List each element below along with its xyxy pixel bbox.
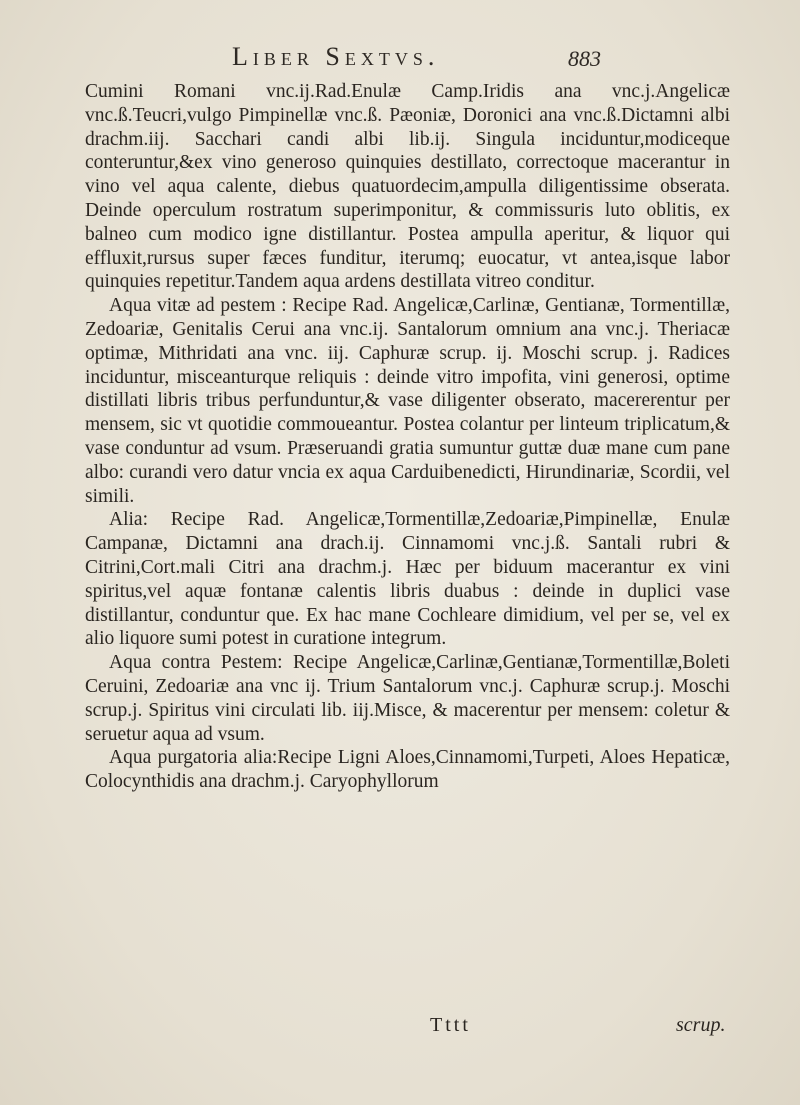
body-text: [85, 80, 730, 794]
running-head: [0, 42, 800, 78]
catchword: scrup.: [676, 1014, 726, 1036]
page-number: 883: [568, 46, 601, 71]
page-footer: [0, 1014, 800, 1040]
paragraph-aqua-vitae-ad-pestem: Aqua vitæ ad pestem : Recipe Rad. Angelicæ,Carlinæ, Gentianæ, Tormentillæ, Zedoariæ, Genitalis Cerui ana vnc.ij. Santalorum omnium ana vnc.j. Theriacæ optimæ, Mithridati ana vnc. iij. Caphuræ scrup. ij. Moschi scrup. j. Radices inciduntur, misceanturque reliquis : deinde vitro impofita, vini generosi, optime distillati libris tribus perfunduntur,& vase diligenter obserato, macererentur per mensem, sic vt quotidie commoueantur. Postea colantur per linteum triplicatum,& vase conduntur ad vsum. Præseruandi gratia sumuntur guttæ duæ mane cum pane albo: curandi vero datur vncia ex aqua Carduibenedicti, Hirundinariæ, Scordii, vel simili.: [85, 295, 730, 507]
paragraph-aqua-purgatoria: Aqua purgatoria alia:Recipe Ligni Aloes,Cinnamomi,Turpeti, Aloes Hepaticæ, Colocynthidis ana drachm.j. Caryophyllorum: [85, 747, 730, 793]
running-head-title: Liber Sextvs.: [232, 42, 440, 71]
paragraph-cumini: Cumini Romani vnc.ij.Rad.Enulæ Camp.Iridis ana vnc.j.Angelicæ vnc.ß.Teucri,vulgo Pimpinellæ vnc.ß. Pæoniæ, Doronici ana vnc.ß.Dictamni albi drachm.iij. Sacchari candi albi lib.ij. Singula inciduntur,modiceque conteruntur,&ex vino generoso quinquies destillato, correctoque macerantur in vino vel aqua calente, diebus quatuordecim,ampulla diligentissime obserata. Deinde operculum rostratum superimponitur, & commissuris luto oblitis, ex balneo cum modico igne distillantur. Postea ampulla aperitur, & liquor qui effluxit,rursus super fæces funditur, iterumq; euocatur, vt antea,isque labor quinquies repetitur.Tandem aqua ardens destillata vitreo conditur.: [85, 81, 730, 293]
paragraph-aqua-contra-pestem: Aqua contra Pestem: Recipe Angelicæ,Carlinæ,Gentianæ,Tormentillæ,Boleti Ceruini, Zedoariæ ana vnc ij. Trium Santalorum vnc.j. Caphuræ scrup.j. Moschi scrup.j. Spiritus vini circulati lib. iij.Misce, & macerentur per mensem: coletur & seruetur aqua ad vsum.: [85, 652, 730, 745]
signature-mark: Tttt: [430, 1014, 471, 1036]
paragraph-alia: Alia: Recipe Rad. Angelicæ,Tormentillæ,Zedoariæ,Pimpinellæ, Enulæ Campanæ, Dictamni ana drach.ij. Cinnamomi vnc.j.ß. Santali rubri & Citrini,Cort.mali Citri ana drachm.j. Hæc per biduum macerantur ex vini spiritus,vel aquæ fontanæ calentis libris duabus : deinde in duplici vase distillantur, conduntur que. Ex hac mane Cochleare dimidium, vel per se, vel ex alio liquore sumi potest in curatione integrum.: [85, 509, 730, 650]
